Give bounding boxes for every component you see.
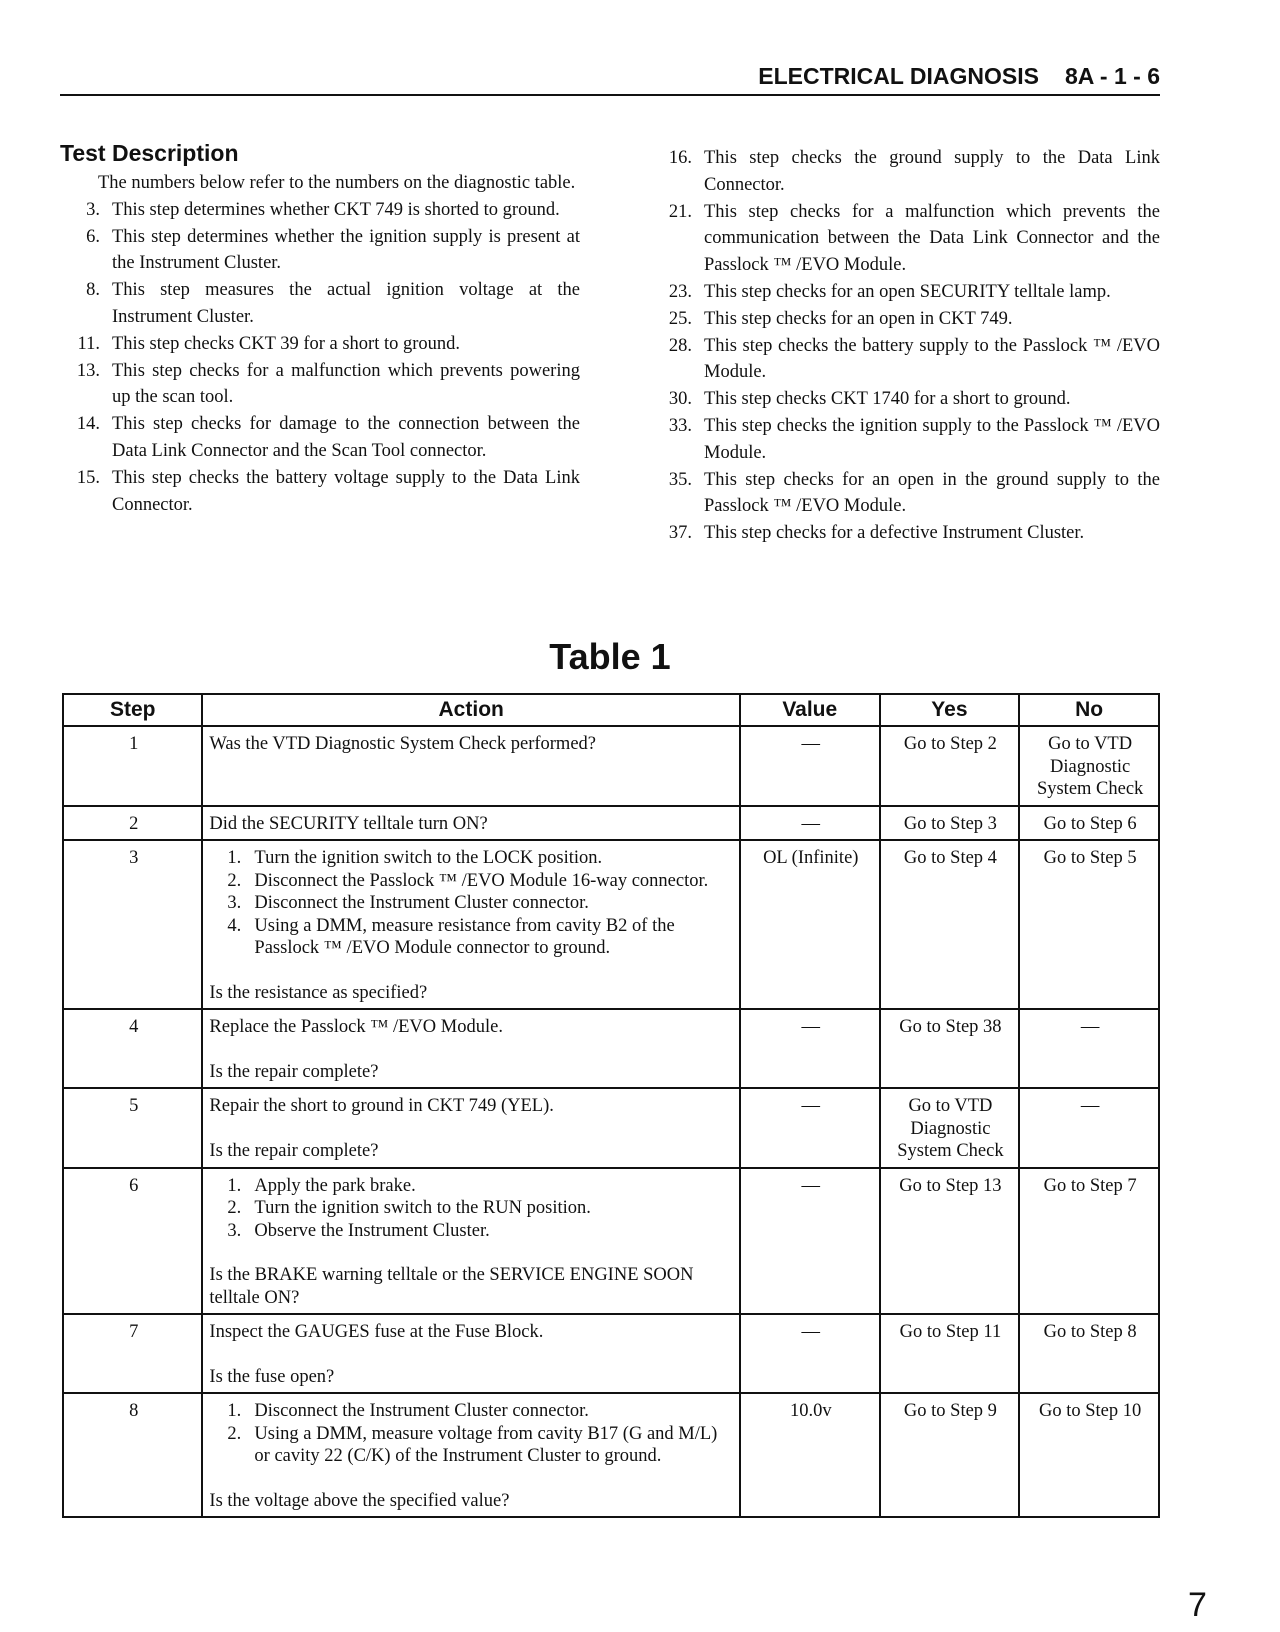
table-row	[63, 1168, 1159, 1315]
cell-yes: Go to VTD Diagnostic System Check	[880, 1088, 1020, 1168]
action-question: Is the repair complete?	[209, 1061, 379, 1082]
item-text: This step determines whether the ignition supply is present at the Instrument Cluster.	[112, 226, 580, 274]
item-text: This step checks the battery supply to the Passlock ™ /EVO Module.	[704, 335, 1160, 383]
header-value: Value	[740, 694, 880, 726]
cell-yes: Go to Step 38	[880, 1009, 1020, 1088]
table-row	[63, 1314, 1159, 1393]
list-item	[60, 197, 580, 224]
cell-step: 5	[63, 1088, 202, 1168]
item-text: This step checks for damage to the connection between the Data Link Connector and the Scan Tool connector.	[112, 414, 580, 461]
cell-yes: Go to Step 13	[880, 1168, 1020, 1315]
substep-text: Using a DMM, measure voltage from cavity B17 (G and M/L) or cavity 22 (C/K) of the Instrument Cluster to ground.	[254, 1423, 718, 1466]
substep-number: 1.	[227, 1401, 242, 1421]
cell-no: Go to Step 6	[1019, 806, 1159, 841]
substep-number: 4.	[227, 915, 242, 936]
action-question: Is the fuse open?	[209, 1366, 335, 1387]
substep-text: Observe the Instrument Cluster.	[254, 1220, 490, 1241]
table-row	[63, 726, 1159, 806]
test-description-left-column	[60, 138, 580, 518]
substep-number: 3.	[227, 893, 242, 913]
cell-action	[202, 1393, 740, 1517]
table-row	[63, 1009, 1159, 1088]
substep-text: Using a DMM, measure resistance from cavity B2 of the Passlock ™ /EVO Module connector to ground.	[254, 915, 675, 958]
item-text: This step checks for a malfunction which prevents the communication between the Data Link Connector and the Passlock ™ /EVO Module.	[704, 201, 1160, 276]
item-number: 11.	[77, 333, 100, 354]
item-text: This step measures the actual ignition voltage at the Instrument Cluster.	[112, 280, 580, 327]
cell-action	[202, 806, 740, 841]
cell-no: Go to Step 8	[1019, 1314, 1159, 1393]
cell-action	[202, 1168, 740, 1315]
item-number: 28.	[668, 335, 692, 356]
cell-step: 4	[63, 1009, 202, 1088]
action-question: Is the repair complete?	[209, 1140, 379, 1161]
cell-action	[202, 1088, 740, 1168]
cell-no: —	[1019, 1009, 1159, 1088]
page-number: 8A - 1 - 6	[1064, 63, 1160, 89]
substep	[209, 1400, 735, 1423]
cell-value: —	[740, 1009, 880, 1088]
list-item	[652, 386, 1160, 413]
substep-number: 1.	[227, 1175, 242, 1196]
list-item	[60, 358, 580, 412]
cell-step: 1	[63, 726, 202, 806]
test-description-intro: The numbers below refer to the numbers on the diagnostic table.	[98, 173, 576, 193]
list-item	[60, 331, 580, 358]
cell-step: 8	[63, 1393, 202, 1517]
item-text: This step checks for an open SECURITY telltale lamp.	[704, 281, 1111, 302]
section-title: ELECTRICAL DIAGNOSIS	[758, 63, 1039, 89]
table-row	[63, 1088, 1159, 1168]
substep-text: Turn the ignition switch to the RUN position.	[254, 1198, 591, 1218]
test-description-list-right	[652, 145, 1160, 547]
item-text: This step checks CKT 39 for a short to ground.	[112, 333, 461, 354]
item-number: 8.	[86, 280, 100, 301]
header-yes: Yes	[880, 694, 1020, 726]
action-substeps	[209, 1175, 735, 1243]
substep-number: 3.	[227, 1220, 242, 1241]
action-substeps	[209, 1400, 735, 1468]
page-header	[60, 52, 1160, 96]
substep-text: Apply the park brake.	[254, 1175, 416, 1196]
cell-yes: Go to Step 9	[880, 1393, 1020, 1517]
table-header-row	[63, 694, 1159, 726]
cell-step: 3	[63, 840, 202, 1009]
action-text: Did the SECURITY telltale turn ON?	[209, 813, 488, 834]
action-question: Is the voltage above the specified value?	[209, 1490, 510, 1511]
item-text: This step checks for an open in the ground supply to the Passlock ™ /EVO Module.	[704, 469, 1160, 517]
action-text: Inspect the GAUGES fuse at the Fuse Block.	[209, 1322, 544, 1342]
handwritten-page-mark: 7	[1188, 1586, 1207, 1624]
cell-value: 10.0v	[740, 1393, 880, 1517]
item-number: 30.	[668, 389, 692, 410]
substep	[209, 1220, 735, 1243]
list-item	[652, 145, 1160, 199]
substep-text: Disconnect the Instrument Cluster connector.	[254, 1401, 589, 1421]
cell-yes: Go to Step 3	[880, 806, 1020, 841]
item-text: This step checks the battery voltage supply to the Data Link Connector.	[112, 467, 580, 515]
list-item	[60, 411, 580, 465]
table-body	[63, 726, 1159, 1517]
list-item	[652, 413, 1160, 467]
substep	[209, 915, 735, 960]
list-item	[652, 306, 1160, 333]
cell-no: Go to Step 10	[1019, 1393, 1159, 1517]
cell-action	[202, 1009, 740, 1088]
item-text: This step checks the ignition supply to the Passlock ™ /EVO Module.	[704, 415, 1160, 463]
action-text: Was the VTD Diagnostic System Check performed?	[209, 734, 596, 754]
item-number: 37.	[668, 523, 692, 544]
cell-no: Go to VTD Diagnostic System Check	[1019, 726, 1159, 806]
cell-value: —	[740, 1088, 880, 1168]
header-action: Action	[202, 694, 740, 726]
cell-no: Go to Step 5	[1019, 840, 1159, 1009]
action-question: Is the BRAKE warning telltale or the SERVICE ENGINE SOON telltale ON?	[209, 1265, 694, 1308]
item-text: This step checks for an open in CKT 749.	[704, 308, 1013, 329]
item-number: 33.	[668, 415, 692, 436]
header-no: No	[1019, 694, 1159, 726]
cell-no: Go to Step 7	[1019, 1168, 1159, 1315]
substep-number: 2.	[227, 870, 242, 891]
list-item	[60, 277, 580, 331]
cell-no: —	[1019, 1088, 1159, 1168]
cell-action	[202, 840, 740, 1009]
table-row	[63, 1393, 1159, 1517]
test-description-heading: Test Description	[60, 140, 239, 166]
item-number: 16.	[668, 148, 692, 168]
diagnostic-table	[62, 693, 1160, 1518]
test-description-list-left	[60, 197, 580, 519]
test-description-right-column	[652, 145, 1160, 547]
list-item	[60, 465, 580, 519]
cell-value: —	[740, 806, 880, 841]
cell-yes: Go to Step 11	[880, 1314, 1020, 1393]
header-step: Step	[63, 694, 202, 726]
item-text: This step checks CKT 1740 for a short to ground.	[704, 389, 1071, 410]
item-text: This step determines whether CKT 749 is shorted to ground.	[112, 199, 560, 220]
cell-action	[202, 1314, 740, 1393]
list-item	[60, 224, 580, 278]
cell-step: 6	[63, 1168, 202, 1315]
cell-yes: Go to Step 2	[880, 726, 1020, 806]
list-item	[652, 279, 1160, 306]
action-text: Repair the short to ground in CKT 749 (YEL).	[209, 1096, 554, 1116]
cell-action	[202, 726, 740, 806]
substep-text: Disconnect the Instrument Cluster connector.	[254, 893, 589, 913]
item-number: 35.	[668, 469, 692, 490]
action-text: Replace the Passlock ™ /EVO Module.	[209, 1017, 503, 1037]
table-row	[63, 806, 1159, 841]
item-text: This step checks for a defective Instrument Cluster.	[704, 523, 1085, 544]
action-question: Is the resistance as specified?	[209, 982, 428, 1003]
substep	[209, 1423, 735, 1468]
list-item	[652, 333, 1160, 387]
item-number: 25.	[668, 308, 692, 329]
item-number: 14.	[76, 414, 100, 435]
table-row	[63, 840, 1159, 1009]
item-text: This step checks the ground supply to the Data Link Connector.	[704, 148, 1160, 195]
item-number: 13.	[76, 360, 100, 381]
item-text: This step checks for a malfunction which prevents powering up the scan tool.	[112, 360, 580, 408]
substep-number: 2.	[227, 1423, 242, 1444]
substep-text: Turn the ignition switch to the LOCK position.	[254, 848, 603, 868]
substep-text: Disconnect the Passlock ™ /EVO Module 16-way connector.	[254, 870, 709, 891]
item-number: 21.	[668, 201, 692, 222]
cell-step: 7	[63, 1314, 202, 1393]
action-substeps	[209, 847, 735, 960]
list-item	[652, 199, 1160, 279]
substep	[209, 1175, 735, 1198]
item-number: 6.	[86, 226, 100, 247]
item-number: 3.	[86, 199, 100, 220]
cell-value: —	[740, 1168, 880, 1315]
cell-step: 2	[63, 806, 202, 841]
substep-number: 2.	[227, 1198, 242, 1218]
table-title: Table 1	[549, 636, 671, 677]
substep	[209, 1197, 735, 1220]
item-number: 15.	[76, 467, 100, 488]
list-item	[652, 520, 1160, 547]
cell-value: —	[740, 1314, 880, 1393]
substep	[209, 892, 735, 915]
item-number: 23.	[668, 281, 692, 302]
list-item	[652, 467, 1160, 521]
cell-value: —	[740, 726, 880, 806]
substep	[209, 870, 735, 893]
substep	[209, 847, 735, 870]
cell-value: OL (Infinite)	[740, 840, 880, 1009]
substep-number: 1.	[227, 848, 242, 868]
cell-yes: Go to Step 4	[880, 840, 1020, 1009]
